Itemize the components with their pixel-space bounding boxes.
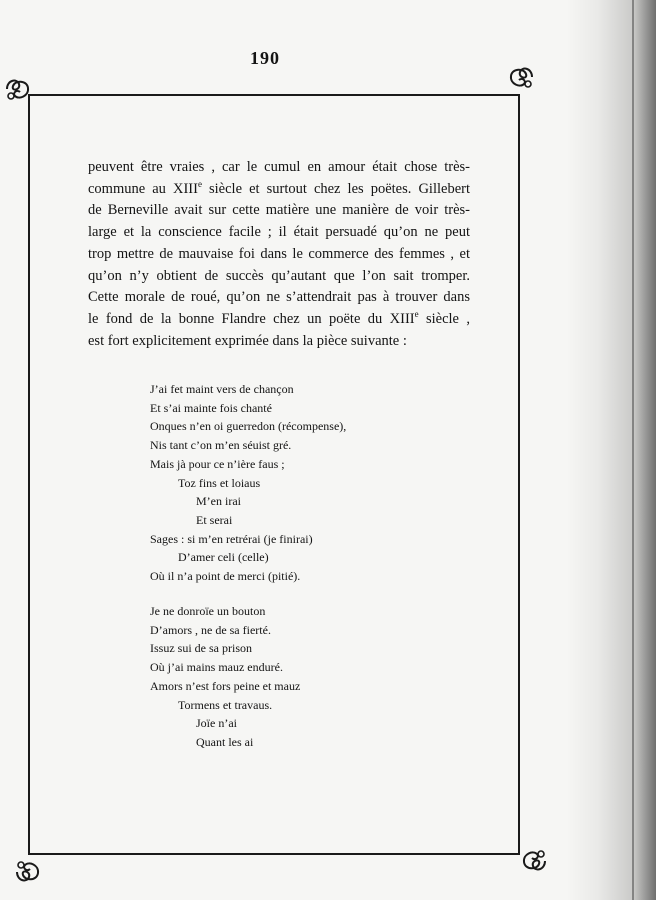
corner-ornament-icon (506, 62, 536, 92)
verse-line: Nis tant c’on m’en séuist gré. (150, 438, 292, 453)
poem-stanza-1 (150, 380, 346, 586)
prose-line: le fond de la bonne Flandre chez un poëte du XIIIe siècle , (88, 309, 470, 327)
prose-line: commune au XIIIe siècle et surtout chez les poëtes. Gillebert (88, 178, 470, 197)
prose-line: peuvent être vraies , car le cumul en amour était chose très- (88, 159, 470, 175)
prose-paragraph (88, 157, 470, 352)
verse-line: J’ai fet maint vers de chançon (150, 382, 294, 396)
corner-ornament-icon (13, 857, 43, 887)
corner-ornament-icon (519, 846, 549, 876)
verse-line: M’en irai (196, 494, 241, 509)
prose-line: Cette morale de roué, qu’on ne s’attendrait pas à trouver dans (88, 289, 470, 306)
poem-stanza-2 (150, 602, 300, 752)
prose-line: est fort explicitement exprimée dans la pièce suivante : (88, 332, 407, 349)
verse-line: Et s’ai mainte fois chanté (150, 400, 272, 415)
page-edge (632, 0, 634, 900)
verse-line: Et serai (196, 512, 233, 527)
verse-line: Je ne donroïe un bouton (150, 604, 266, 618)
page-shadow (566, 0, 656, 900)
verse-line: Mais jà pour ce n’ière faus ; (150, 456, 285, 471)
verse-line: Tormens et travaus. (178, 697, 273, 712)
verse-line: D’amors , ne de sa fierté. (150, 622, 271, 637)
verse-line: Issuz sui de sa prison (150, 641, 252, 656)
prose-line: qu’on n’y obtient de succès qu’autant que l’on sait tromper. (88, 267, 470, 284)
prose-line: de Berneville avait sur cette matière une manière de voir très- (88, 202, 470, 219)
prose-line: large et la conscience facile ; il était persuadé qu’on ne peut (88, 224, 470, 241)
verse-line: Amors n’est fors peine et mauz (150, 678, 301, 693)
verse-line: Onques n’en oi guerredon (récompense), (150, 419, 347, 434)
verse-line: Joïe n’ai (196, 716, 237, 731)
verse-line: Sages : si m’en retrérai (je finirai) (150, 531, 313, 546)
verse-line: Où j’ai mains mauz enduré. (150, 660, 283, 675)
verse-line: Où il n’a point de merci (pitié). (150, 569, 301, 584)
verse-line: Quant les ai (196, 734, 254, 749)
corner-ornament-icon (3, 74, 33, 104)
page-number: 190 (250, 48, 280, 68)
prose-line: trop mettre de mauvaise foi dans le commerce des femmes , et (88, 245, 470, 262)
verse-line: D’amer celi (celle) (178, 550, 269, 565)
verse-line: Toz fins et loiaus (178, 475, 261, 490)
